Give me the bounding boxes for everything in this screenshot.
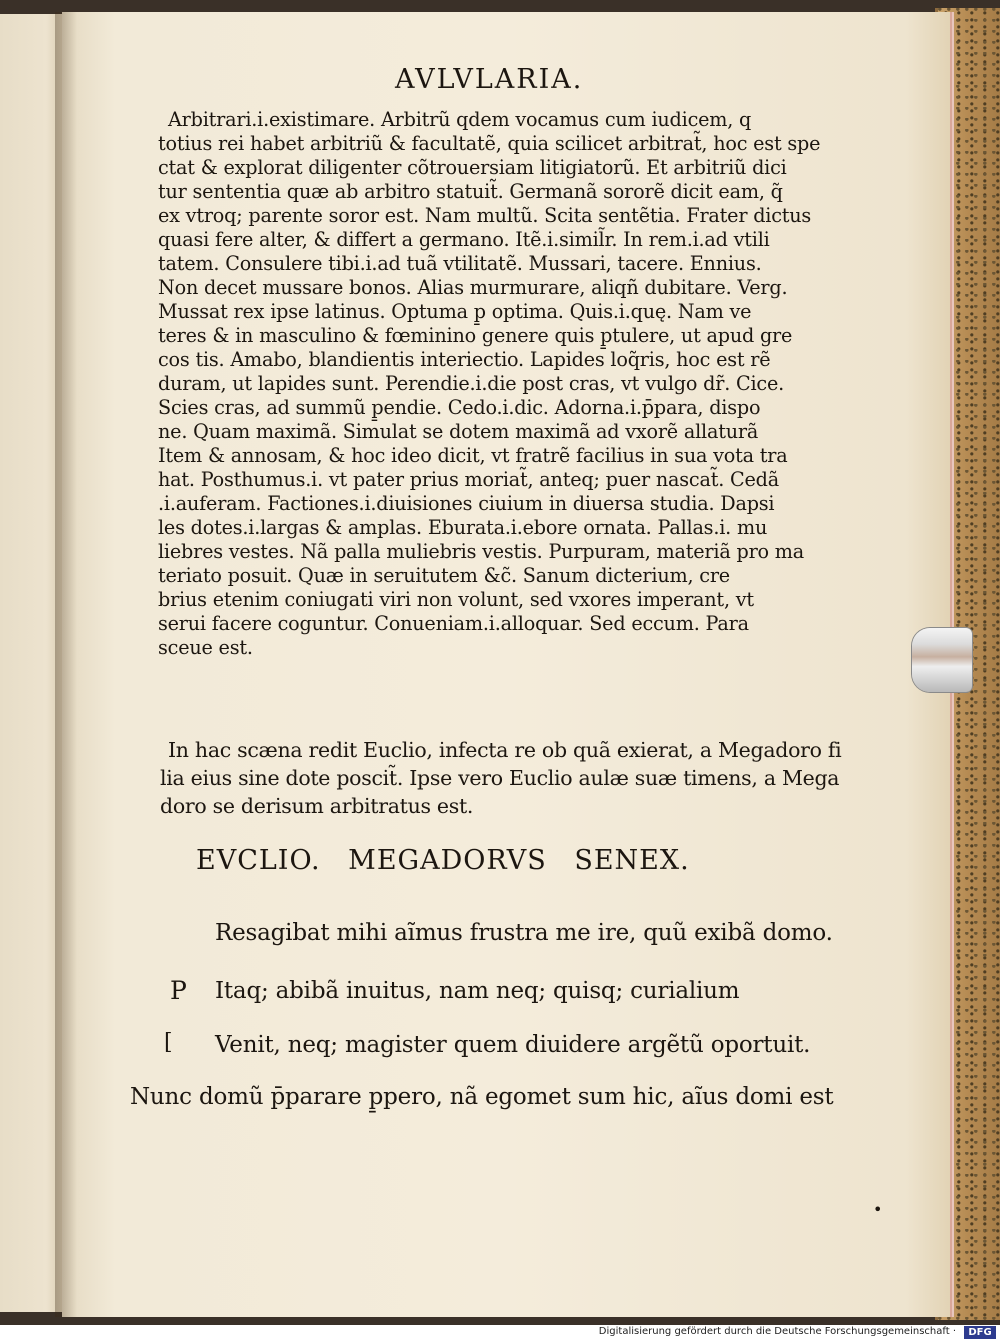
argument-line: lia eius sine dote poscit̃. Ipse vero Euclio aulæ suæ timens, a Mega — [160, 766, 840, 790]
commentary-line: Non decet mussare bonos. Alias murmurare, aliqñ dubitare. Verg. — [158, 276, 788, 299]
ink-spot: • — [873, 1200, 883, 1219]
commentary-line: les dotes.i.largas & amplas. Eburata.i.ebore ornata. Pallas.i. mu — [158, 516, 768, 539]
speaker-mark: P — [170, 976, 187, 1005]
commentary-line: cos tis. Amabo, blandientis interiectio. Lapides loq̃ris, hoc est rẽ — [158, 348, 771, 371]
glass-clip — [912, 628, 972, 692]
commentary-line: Arbitrari.i.existimare. Arbitrũ qdem vocamus cum iudicem, q — [168, 108, 752, 131]
commentary-line: teriato posuit. Quæ in seruitutem &c̃. Sanum dicterium, cre — [158, 564, 730, 587]
commentary-line: totius rei habet arbitriũ & facultatẽ, quia scilicet arbitrat̃, hoc est spe — [158, 132, 821, 155]
commentary-line: duram, ut lapides sunt. Perendie.i.die post cras, vt vulgo dr̃. Cice. — [158, 372, 785, 395]
commentary-line: hat. Posthumus.i. vt pater prius moriat̃, anteq; puer nascat̃. Cedã — [158, 468, 779, 491]
argument-line: doro se derisum arbitratus est. — [160, 794, 474, 818]
gutter-shadow — [55, 12, 77, 1317]
funding-credit: Digitalisierung gefördert durch die Deutsche Forschungsgemeinschaft · — [598, 1326, 956, 1337]
running-title: AVLVLARIA. — [395, 64, 584, 95]
commentary-line: .i.auferam. Factiones.i.diuisiones ciuium in diuersa studia. Dapsi — [158, 492, 775, 515]
dfg-logo-icon: DFG — [964, 1326, 996, 1339]
verse-line: Nunc domũ p̄parare p̱pero, nã egomet sum hic, aĩus domi est — [130, 1084, 834, 1110]
verse-line: Resagibat mihi aĩmus frustra me ire, quũ exibã domo. — [215, 920, 833, 946]
commentary-line: serui facere coguntur. Conueniam.i.alloquar. Sed eccum. Para — [158, 612, 749, 635]
commentary-line: tur sententia quæ ab arbitro statuit̃. Germanã sororẽ dicit eam, q̃ — [158, 180, 783, 203]
commentary-line: Item & annosam, & hoc ideo dicit, vt fratrẽ facilius in sua vota tra — [158, 444, 788, 467]
commentary-line: ne. Quam maximã. Simulat se dotem maximã ad vxorẽ allaturã — [158, 420, 759, 443]
commentary-line: sceue est. — [158, 636, 253, 659]
argument-line: In hac scæna redit Euclio, infecta re ob quã exierat, a Megadoro fi — [168, 738, 842, 762]
commentary-line: tatem. Consulere tibi.i.ad tuã vtilitatẽ. Mussari, tacere. Ennius. — [158, 252, 762, 275]
commentary-line: ex vtroq; parente soror est. Nam multũ. Scita sentẽtia. Frater dictus — [158, 204, 812, 227]
verse-line: Venit, neq; magister quem diuidere argẽtũ oportuit. — [215, 1032, 811, 1058]
bracket-mark: [ — [164, 1030, 173, 1055]
verse-line: Itaq; abibã inuitus, nam neq; quisq; curialium — [215, 978, 740, 1004]
commentary-line: ctat & explorat diligenter cõtrouersiam litigiatorũ. Et arbitriũ dici — [158, 156, 787, 179]
commentary-line: quasi fere alter, & differt a germano. Itẽ.i.simil̃r. In rem.i.ad vtili — [158, 228, 770, 251]
commentary-line: teres & in masculino & fœminino genere quis p̱tulere, ut apud gre — [158, 324, 793, 347]
commentary-line: liebres vestes. Nã palla muliebris vestis. Purpuram, materiã pro ma — [158, 540, 805, 563]
commentary-line: brius etenim coniugati viri non volunt, sed vxores imperant, vt — [158, 588, 754, 611]
scene-heading: EVCLIO. MEGADORVS SENEX. — [196, 845, 690, 876]
commentary-line: Scies cras, ad summũ p̱endie. Cedo.i.dic. Adorna.i.p̄para, dispo — [158, 396, 761, 419]
commentary-line: Mussat rex ipse latinus. Optuma p̱ optima. Quis.i.quę. Nam ve — [158, 300, 752, 323]
